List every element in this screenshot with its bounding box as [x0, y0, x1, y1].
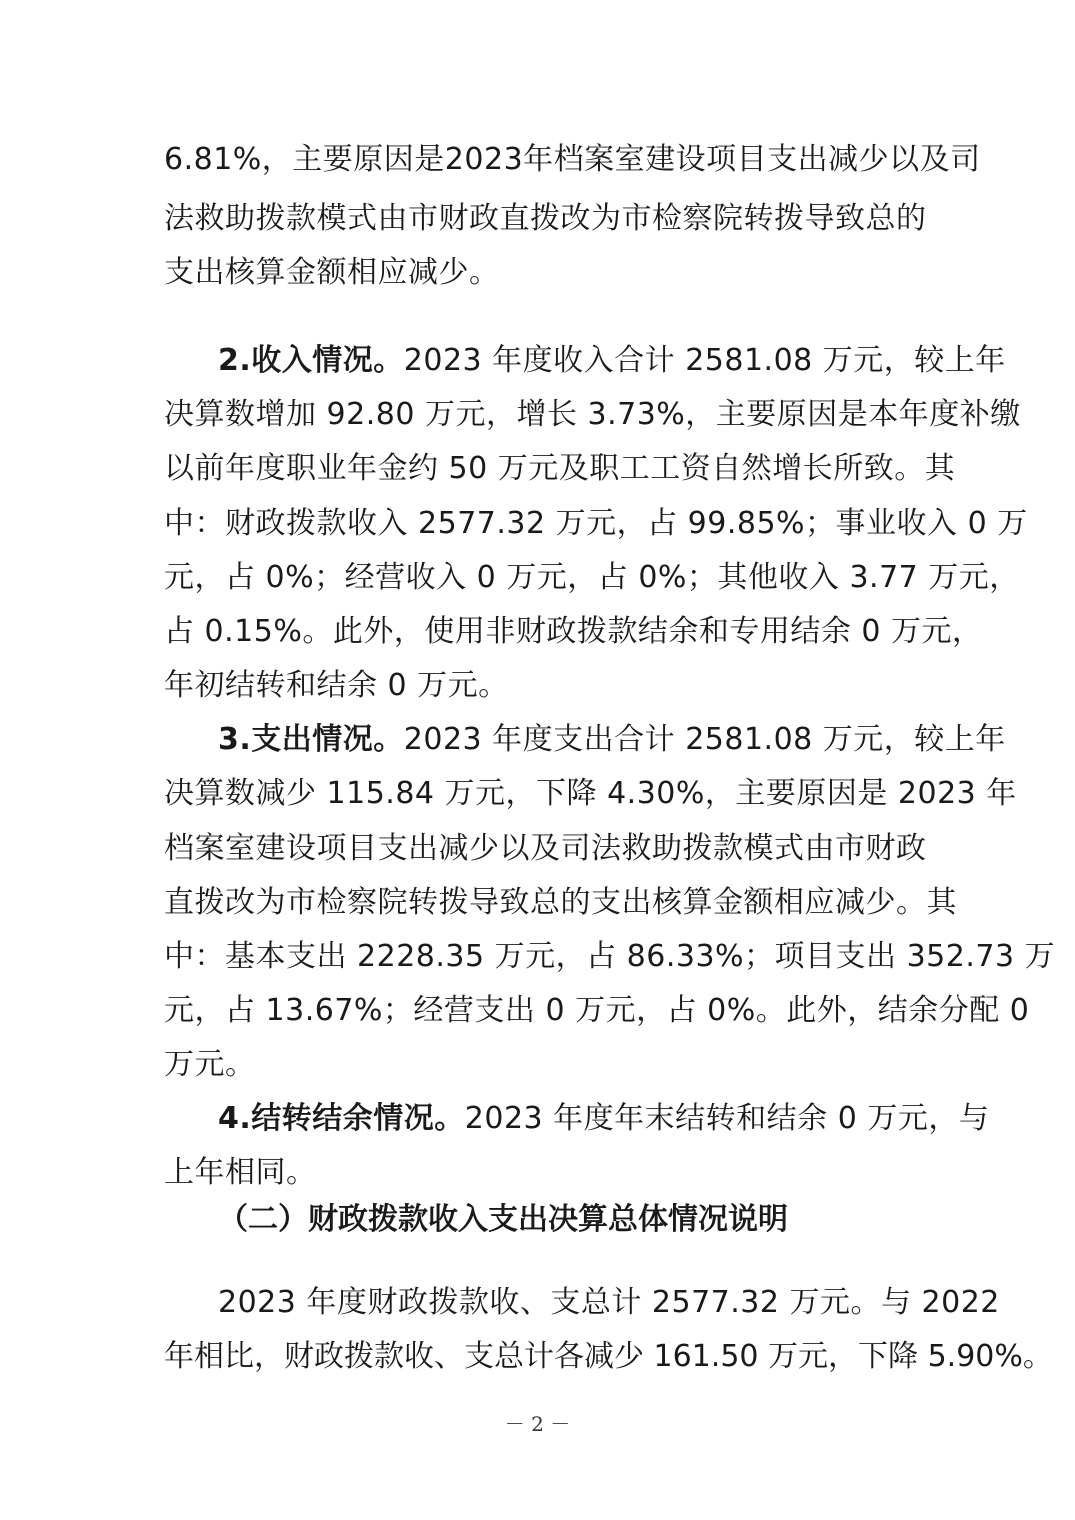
expenditure-line-text: 2023 年度支出合计 2581.08 万元，较上年	[403, 722, 1006, 757]
paragraph-line: 支出核算金额相应减少。	[164, 255, 500, 290]
carryover-line-text: 2023 年度年末结转和结余 0 万元，与	[464, 1101, 990, 1136]
expenditure-paragraph-first-line	[218, 720, 1006, 760]
expenditure-heading: 3.支出情况。	[218, 722, 404, 757]
paragraph-line: 上年相同。	[164, 1155, 317, 1190]
carryover-paragraph-first-line	[218, 1099, 990, 1139]
paragraph-line: 决算数增加 92.80 万元，增长 3.73%，主要原因是本年度补缴	[164, 397, 1021, 432]
paragraph-line: 万元。	[164, 1047, 256, 1082]
paragraph-line: 元，占 0%；经营收入 0 万元，占 0%；其他收入 3.77 万元，	[164, 560, 1020, 595]
income-paragraph-first-line	[218, 341, 1006, 381]
paragraph-line: 以前年度职业年金约 50 万元及职工工资自然增长所致。其	[164, 451, 956, 486]
page-number: － 2 －	[504, 1412, 571, 1436]
paragraph-line: 6.81%，主要原因是2023年档案室建设项目支出减少以及司	[164, 142, 981, 177]
paragraph-line: 年相比，财政拨款收、支总计各减少 161.50 万元，下降 5.90%。	[164, 1339, 1053, 1374]
paragraph-line: 直拨改为市检察院转拨导致总的支出核算金额相应减少。其	[164, 885, 957, 920]
paragraph-line: 法救助拨款模式由市财政直拨改为市检察院转拨导致总的	[164, 201, 927, 236]
paragraph-line: 档案室建设项目支出减少以及司法救助拨款模式由市财政	[164, 831, 927, 866]
paragraph-line: 中：基本支出 2228.35 万元，占 86.33%；项目支出 352.73 万	[164, 939, 1056, 974]
paragraph-line: 2023 年度财政拨款收、支总计 2577.32 万元。与 2022	[218, 1285, 1000, 1320]
paragraph-line: 中：财政拨款收入 2577.32 万元，占 99.85%；事业收入 0 万	[164, 506, 1028, 541]
carryover-heading: 4.结转结余情况。	[218, 1101, 465, 1136]
paragraph-line: 元，占 13.67%；经营支出 0 万元，占 0%。此外，结余分配 0	[164, 993, 1030, 1028]
paragraph-line: 决算数减少 115.84 万元，下降 4.30%，主要原因是 2023 年	[164, 776, 1017, 811]
paragraph-line: 占 0.15%。此外，使用非财政拨款结余和专用结余 0 万元，	[164, 614, 983, 649]
section-heading: （二）财政拨款收入支出决算总体情况说明	[218, 1202, 788, 1237]
income-heading: 2.收入情况。	[218, 343, 404, 378]
paragraph-line: 年初结转和结余 0 万元。	[164, 668, 509, 703]
income-line-text: 2023 年度收入合计 2581.08 万元，较上年	[403, 343, 1006, 378]
